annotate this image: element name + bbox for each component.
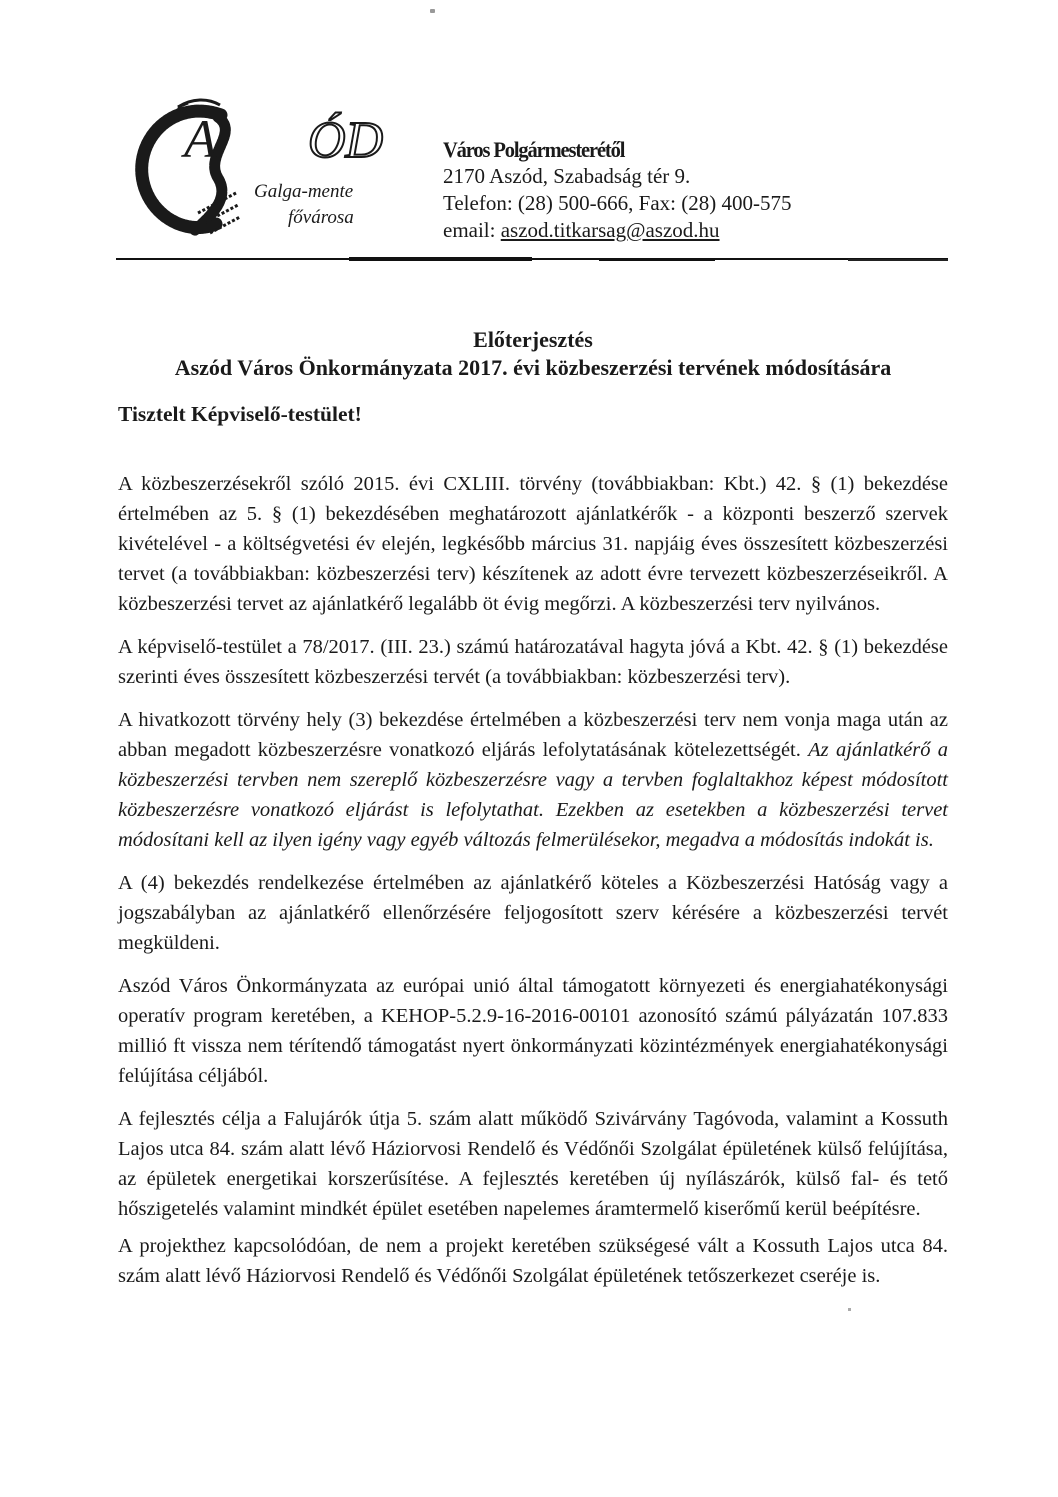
- email-line: [443, 217, 791, 244]
- logo-letters-od: ÓD: [308, 112, 384, 169]
- letterhead: [0, 0, 1058, 262]
- header-divider: [116, 258, 948, 260]
- logo-letter-a: A: [184, 109, 217, 169]
- divider-smudge: [349, 257, 532, 261]
- paragraph: [118, 1104, 948, 1224]
- logo-script-line2: fővárosa: [288, 207, 354, 228]
- document-body: [118, 469, 948, 1291]
- office-title: Város Polgármesterétől: [443, 137, 625, 162]
- salutation: Tisztelt Képviselő-testület!: [118, 402, 362, 426]
- paragraph-run: Aszód Város Önkormányzata az európai unió által támogatott környezeti és energiahatékonysági operatív program keretében, a KEHOP-5.2.9-16-2016-00101 azonosító számú pályázatán 107.833 millió ft vissza nem térítendő támogatást nyert önkormányzati közintézmények energiahatékonysági felújítása céljából.: [118, 975, 948, 1087]
- phone-fax-line: Telefon: (28) 500-666, Fax: (28) 400-575: [443, 191, 792, 215]
- paragraph-run: A fejlesztés célja a Falujárók útja 5. szám alatt működő Szivárvány Tagóvoda, valamint a Kossuth Lajos utca 84. szám alatt lévő Háziorvosi Rendelő és Védőnői Szolgálat épületének külső felújítása, az épületek energetikai korszerűsítése. A fejlesztés keretében új nyílászárók, külső fal- és tető hőszigetelés valamint mindkét épület esetében napelemes áramtermelő kiserőmű kerül beépítésre.: [118, 1108, 948, 1220]
- paragraph-run: A hivatkozott törvény hely (3) bekezdése értelmében a közbeszerzési terv nem vonja maga után az abban megadott közbeszerzésre vonatkozó eljárás lefolytatásának kötelezettségét.: [118, 709, 948, 761]
- document-title: Előterjesztés: [473, 327, 593, 352]
- paragraph: [118, 1231, 948, 1291]
- document-content: [118, 326, 948, 1291]
- document-subtitle: Aszód Város Önkormányzata 2017. évi közbeszerzési tervének módosítására: [174, 355, 892, 380]
- paragraph-run-italic: Az ajánlatkérő a közbeszerzési tervben nem szereplő közbeszerzésre vagy a tervben foglaltakhoz képest módosított közbeszerzésre vonatkozó eljárást is lefolytathat. Ezekben az esetekben a közbeszerzési tervet módosítani kell az ilyen igény vagy egyéb változás felmerülésekor, megadva a módosítás indokát is.: [118, 739, 948, 851]
- logo-script-line1: Galga-mente: [254, 181, 354, 202]
- paragraph: [118, 705, 948, 855]
- divider-smudge: [848, 259, 948, 261]
- scan-artifact: [848, 1308, 851, 1311]
- paragraph: [118, 469, 948, 619]
- paragraph-run: A közbeszerzésekről szóló 2015. évi CXLIII. törvény (továbbiakban: Kbt.) 42. § (1) bekezdése értelmében az 5. § (1) bekezdésében meghatározott ajánlatkérők - a központi beszerző szervek kivételével - a költségvetési év elején, legkésőbb március 31. napjáig éves összesített közbeszerzési tervet (a továbbiakban: közbeszerzési terv) készítenek az adott évre tervezett közbeszerzéseikről. A közbeszerzési tervet az ajánlatkérő legalább öt évig megőrzi. A közbeszerzési terv nyilvános.: [118, 473, 948, 615]
- aszod-city-logo: [126, 93, 398, 249]
- paragraph-run: A képviselő-testület a 78/2017. (III. 23.) számú határozatával hagyta jóvá a Kbt. 42. § (1) bekezdése szerinti éves összesített közbeszerzési tervét (a továbbiakban: közbeszerzési terv).: [118, 636, 948, 688]
- contact-block: [443, 136, 791, 244]
- logo-swirl-graphic: [126, 93, 398, 249]
- divider-smudge: [599, 258, 715, 261]
- email-address: aszod.titkarsag@aszod.hu: [500, 218, 720, 242]
- address-line: 2170 Aszód, Szabadság tér 9.: [443, 164, 691, 188]
- paragraph: [118, 971, 948, 1091]
- paragraph-run: A (4) bekezdés rendelkezése értelmében az ajánlatkérő köteles a Közbeszerzési Hatóság vagy a jogszabályban az ajánlatkérő ellenőrzésére feljogosított szerv kérésére a közbeszerzési tervét megküldeni.: [118, 872, 948, 954]
- paragraph: [118, 868, 948, 958]
- paragraph: [118, 632, 948, 692]
- email-label: email:: [443, 218, 501, 242]
- paragraph-run: A projekthez kapcsolódóan, de nem a projekt keretében szükségesé vált a Kossuth Lajos utca 84. szám alatt lévő Háziorvosi Rendelő és Védőnői Szolgálat épületének tetőszerkezet cseréje is.: [118, 1235, 948, 1287]
